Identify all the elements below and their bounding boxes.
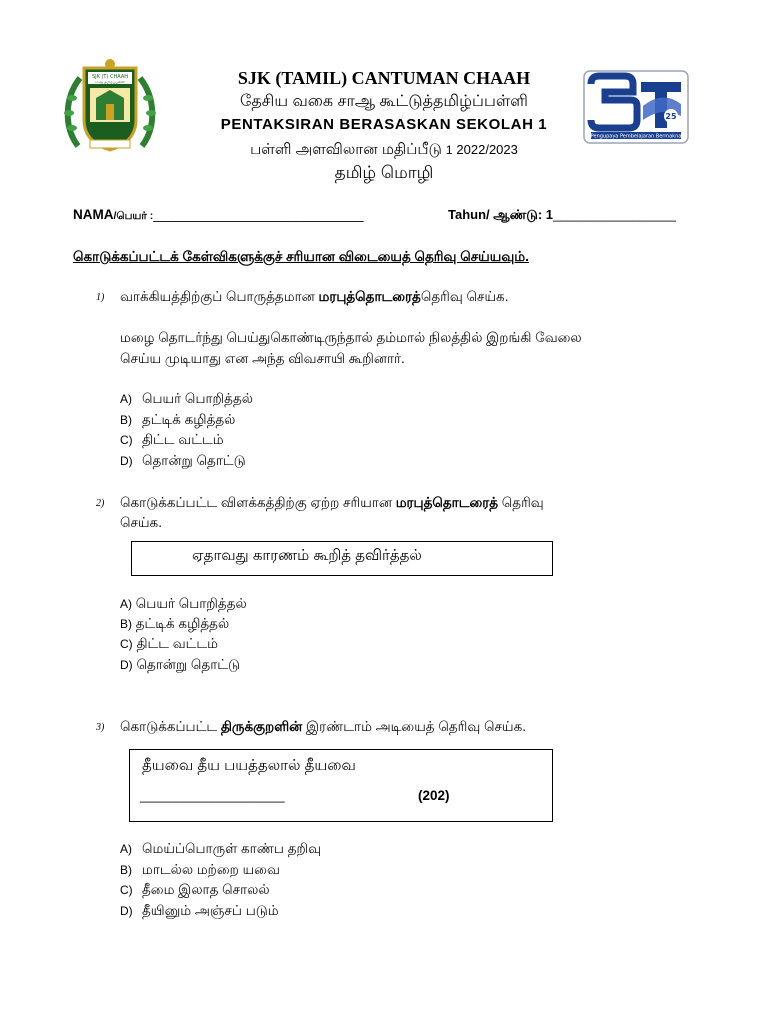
passage-line: செய்ய முடியாது என அந்த விவசாயி கூறினார். — [120, 351, 405, 366]
question-number: 1) — [96, 292, 105, 303]
kural-blank[interactable]: ____________________ — [140, 788, 285, 803]
option-text: திட்ட வட்டம் — [142, 432, 224, 447]
svg-text:25: 25 — [665, 112, 677, 121]
name-blank[interactable]: ____________________________ — [153, 207, 364, 222]
option-letter: A) — [120, 597, 132, 611]
option-text: தீமை இலாத சொலல் — [142, 882, 270, 897]
assessment-number: 1 — [445, 143, 453, 157]
prompt-keyword: மரபுத்தொடரைத் — [318, 289, 421, 304]
assessment-tamil-prefix: பள்ளி அளவிலான மதிப்பீடு — [250, 141, 442, 158]
question-prompt — [120, 718, 526, 736]
assessment-title: PENTAKSIRAN BERASASKAN SEKOLAH 1 — [220, 116, 548, 133]
option-letter: D) — [120, 658, 133, 672]
option-text: தொன்று தொட்டு — [136, 657, 241, 672]
prompt-keyword: மரபுத்தொடரைத் — [395, 495, 499, 510]
option-letter: B) — [120, 863, 132, 877]
option-text: மெய்ப்பொருள் காண்ப தறிவு — [142, 841, 322, 856]
option-item[interactable] — [120, 840, 321, 858]
option-item[interactable] — [120, 595, 247, 613]
option-text: மாடல்ல மற்றை யவை — [142, 862, 280, 877]
prompt-text: வாக்கியத்திற்குப் பொருத்தமான — [120, 289, 315, 304]
option-item[interactable] — [120, 431, 224, 449]
option-text: தீயினும் அஞ்சப் படும் — [142, 903, 279, 918]
option-text: பெயர் பொறித்தல் — [135, 596, 247, 611]
question-prompt-continued: செய்க. — [120, 515, 162, 530]
option-item[interactable] — [120, 411, 235, 429]
option-item[interactable] — [120, 881, 270, 899]
year-field[interactable] — [448, 206, 676, 224]
assessment-subtitle — [0, 141, 768, 160]
option-text: தட்டிக் கழித்தல் — [135, 616, 230, 631]
svg-text:SJK (T) CHAAH: SJK (T) CHAAH — [91, 74, 129, 80]
option-letter: A) — [120, 842, 132, 856]
definition-text: ஏதாவது காரணம் கூறித் தவிர்த்தல் — [192, 547, 422, 564]
kural-reference: (202) — [418, 788, 450, 803]
prompt-keyword: திருக்குறளின் — [220, 719, 303, 734]
option-item[interactable] — [120, 861, 280, 879]
kural-line-1: தீயவை தீய பயத்தலால் தீயவை — [142, 757, 356, 774]
option-item[interactable] — [120, 452, 246, 470]
option-text: தொன்று தொட்டு — [142, 453, 246, 468]
option-letter: D) — [120, 454, 133, 468]
option-letter: D) — [120, 904, 133, 918]
option-letter: A) — [120, 392, 132, 406]
prompt-text: தெரிவு — [501, 495, 544, 510]
passage-line: மழை தொடர்ந்து பெய்துகொண்டிருந்தால் தம்மால் நிலத்தில் இறங்கி வேலை — [120, 330, 582, 345]
option-item[interactable] — [120, 390, 253, 408]
prompt-text: கொடுக்கப்பட்ட விளக்கத்திற்கு ஏற்ற சரியான — [120, 495, 392, 510]
option-item[interactable] — [120, 615, 229, 633]
option-text: திட்ட வட்டம் — [136, 636, 219, 651]
kural-box — [129, 749, 553, 822]
prompt-text: தெரிவு செய்க. — [420, 289, 509, 304]
school-name: SJK (TAMIL) CANTUMAN CHAAH — [237, 68, 531, 88]
option-item[interactable] — [120, 635, 218, 653]
option-item[interactable] — [120, 902, 279, 920]
academic-year: 2022/2023 — [456, 142, 518, 157]
school-name-tamil: தேசிய வகை சாஆ கூட்டுத்தமிழ்ப்பள்ளி — [240, 93, 528, 110]
subject-title: தமிழ் மொழி — [334, 163, 434, 182]
option-letter: C) — [120, 637, 133, 651]
option-item[interactable] — [120, 656, 240, 674]
question-prompt — [120, 494, 544, 512]
prompt-text: இரண்டாம் அடியைத் தெரிவு செய்க. — [305, 719, 526, 734]
name-label: NAMA — [73, 207, 114, 222]
option-letter: B) — [120, 617, 132, 631]
svg-text:சாஆ தமிழ்ப்பள்ளி: சாஆ தமிழ்ப்பள்ளி — [94, 80, 126, 84]
name-field[interactable] — [73, 206, 364, 225]
option-letter: C) — [120, 883, 133, 897]
question-number: 2) — [96, 498, 105, 509]
question-prompt — [120, 288, 508, 306]
option-letter: B) — [120, 413, 132, 427]
question-number: 3) — [96, 722, 105, 733]
option-text: பெயர் பொறித்தல் — [142, 391, 253, 406]
instruction-text: கொடுக்கப்பட்டக் கேள்விகளுக்குச் சரியான விடையைத் தெரிவு செய்யவும். — [73, 249, 529, 264]
svg-text:Pengupaya Pembelajaran Bermakn: Pengupaya Pembelajaran Bermakna — [590, 133, 682, 140]
definition-box — [131, 541, 553, 576]
year-blank[interactable]: _________________ — [553, 207, 676, 222]
year-label: Tahun/ ஆண்டு: 1 — [448, 207, 554, 222]
name-label-tamil: /பெயர் : — [113, 210, 154, 222]
prompt-text: கொடுக்கப்பட்ட — [120, 719, 218, 734]
option-text: தட்டிக் கழித்தல் — [142, 412, 236, 427]
option-letter: C) — [120, 433, 133, 447]
